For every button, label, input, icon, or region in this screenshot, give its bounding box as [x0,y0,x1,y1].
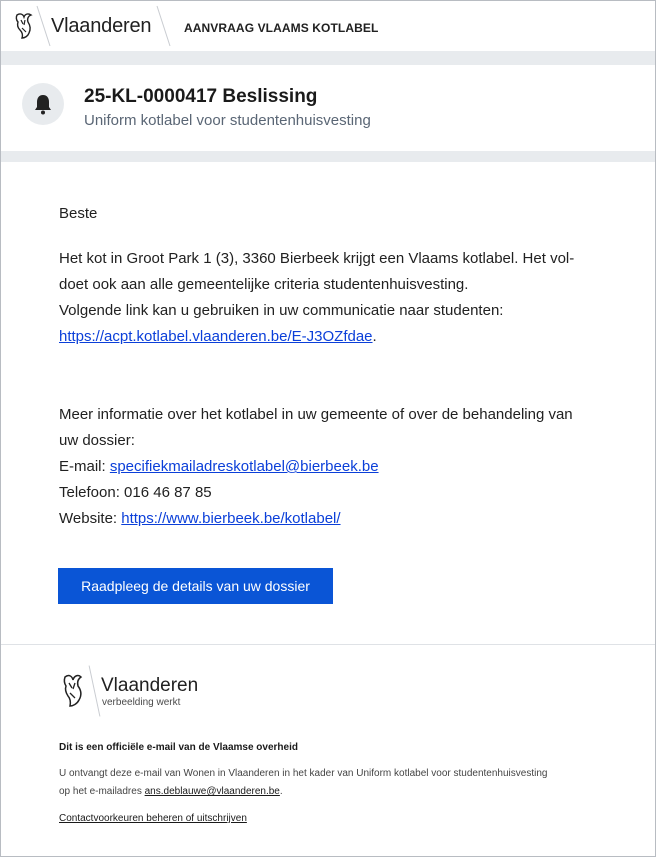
notification-subtitle: Uniform kotlabel voor studentenhuisvesting [84,112,371,129]
website-label: Website: [59,510,122,527]
website-line [59,506,619,532]
website-link[interactable]: https://www.bierbeek.be/kotlabel/ [121,510,341,527]
section-band [1,151,655,162]
notice-suffix: . [279,786,283,797]
message-line-3: Volgende link kan u gebruiken in uw communicatie naar studenten: [59,302,504,319]
brand-divider [37,6,51,46]
info-line-2: uw dossier: [59,432,135,449]
message-line-2: doet ook aan alle gemeentelijke criteria studentenhuisvesting. [59,276,469,293]
vlaanderen-lion-logo-icon[interactable] [13,11,35,41]
kotlabel-link[interactable]: https://acpt.kotlabel.vlaanderen.be/E-J3OZfdae [59,328,373,345]
message-paragraph [59,246,619,350]
footer-divider [1,644,655,645]
footer-brand-name: Vlaanderen [101,675,199,696]
vlaanderen-lion-footer-icon [60,672,86,710]
email-label: E-mail: [59,458,110,475]
header-band [1,51,655,65]
contact-paragraph [59,402,619,532]
official-notice: Dit is een officiële e-mail van de Vlaamse overheid [59,742,298,753]
notification-icon-circle [22,83,64,125]
title-divider [157,6,171,46]
view-dossier-button[interactable]: Raadpleeg de details van uw dossier [58,568,333,604]
link-suffix: . [372,328,377,345]
notification-title: 25-KL-0000417 Beslissing [84,86,318,107]
footer-notice [59,765,639,801]
footer-notice-line-1: U ontvangt deze e-mail van Wonen in Vlaanderen in het kader van Uniform kotlabel voor studentenhuisvesting [59,768,548,779]
kotlabel-link-line [59,324,619,350]
recipient-email-link[interactable]: ans.deblauwe@vlaanderen.be [144,786,280,797]
notice-prefix: op het e-mailadres [59,786,145,797]
app-header [1,1,655,51]
footer-tagline: verbeelding werkt [102,697,181,708]
unsubscribe-line [59,810,639,828]
email-link[interactable]: specifiekmailadreskotlabel@bierbeek.be [109,458,379,475]
app-title: AANVRAAG VLAAMS KOTLABEL [184,21,379,35]
brand-name[interactable]: Vlaanderen [51,15,152,37]
email-line [59,454,619,480]
phone-line: Telefoon: 016 46 87 85 [59,484,212,501]
info-line-1: Meer informatie over het kotlabel in uw gemeente of over de behandeling van [59,406,573,423]
footer-notice-line-2 [59,783,639,801]
unsubscribe-link[interactable]: Contactvoorkeuren beheren of uitschrijven [59,813,247,824]
greeting: Beste [59,205,98,222]
message-line-1: Het kot in Groot Park 1 (3), 3360 Bierbeek krijgt een Vlaams kotlabel. Het vol- [59,250,575,267]
bell-icon [33,93,53,115]
